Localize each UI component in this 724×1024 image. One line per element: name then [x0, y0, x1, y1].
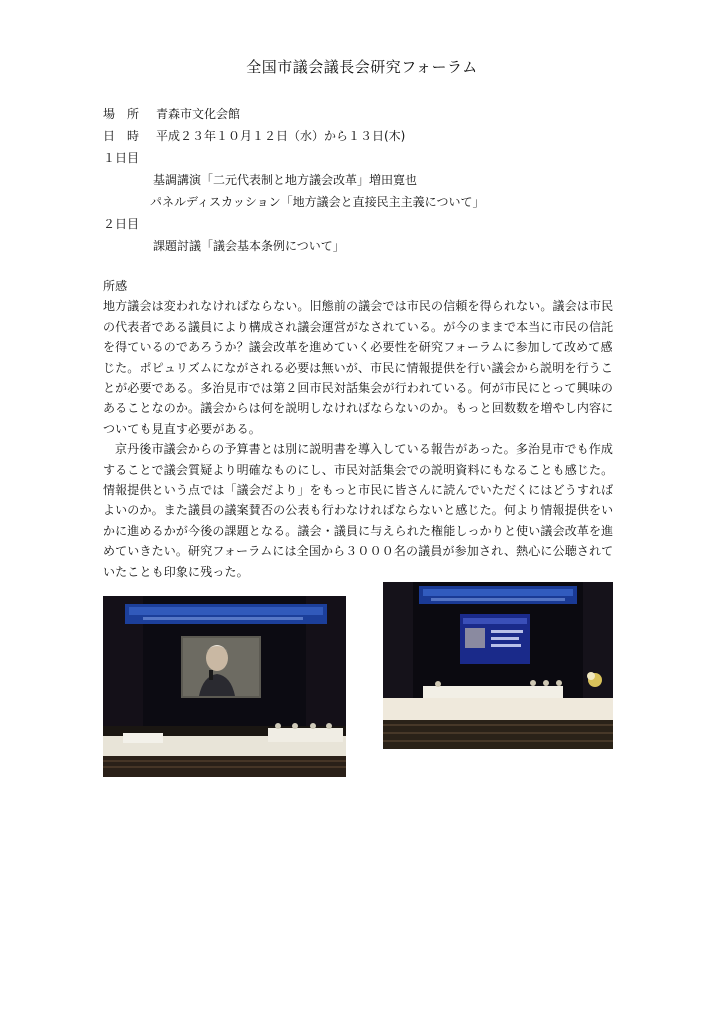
event-info [103, 103, 484, 257]
date-label: 日 時 [103, 129, 140, 143]
paragraph-1-line: 地方議会は変われなければならない。旧態前の議会では市民の信頼を得られない。議会は [103, 299, 590, 314]
paragraph-2-line: はどうすればよいのか。また議員の議案賛否の公表も行わなければならないと感じた。何 [103, 483, 614, 518]
day2-item-discussion: 課題討議「議会基本条例について」 [153, 239, 345, 253]
conference-photo-speaker-icon [103, 596, 346, 777]
paragraph-2-line: 京丹後市議会からの予算書とは別に説明書を導入している報告があった。多治見市でも [115, 442, 589, 457]
conference-photo-panel-icon [383, 582, 613, 749]
venue-label: 場 所 [103, 107, 140, 121]
paragraph-1-line: から説明を行うことが必要である。多治見市では第２回市民対話集会が行われている。何 [103, 360, 614, 396]
day1-heading: １日目 [103, 151, 140, 165]
day1-item-panel: パネルディスカッション「地方議会と直接民主主義について」 [150, 195, 485, 209]
paragraph-1-line: が市民にとって興味のあることなのか。議会からは何を説明しなければならないのか。も [103, 381, 614, 416]
paragraph-2-line: りと使い議会改革を進めていきたい。研究フォーラムには全国から３０００名の議員が参 [103, 523, 614, 559]
paragraph-1-line: っと回数数を増やし内容についても見直す必要がある。 [103, 401, 614, 436]
conference-photo-speaker [103, 596, 346, 777]
day1-item-keynote: 基調講演「二元代表制と地方議会改革」増田寛也 [153, 173, 418, 187]
paragraph-2-line: より情報提供をいかに進めるかが今後の課題となる。議会・議員に与えられた権能しっか [103, 503, 614, 538]
impressions-section [103, 276, 617, 582]
paragraph-1-line: 市民の代表者である議員により構成され議会運営がなされている。が今のままで本当に市 [103, 299, 614, 334]
venue-row [103, 103, 484, 125]
paragraph-2-line: 加され、熱心に公聴されていたことも印象に残った。 [103, 544, 614, 579]
impressions-heading: 所感 [103, 279, 128, 293]
date-value: 平成２３年１０月１２日（水）から１３日(木) [156, 129, 406, 143]
impressions-paragraph-1 [103, 296, 617, 439]
day2-heading: ２日目 [103, 217, 140, 231]
venue-value: 青森市文化会館 [156, 107, 241, 121]
document-title: 全国市議会議長会研究フォーラム [246, 58, 478, 76]
paragraph-1-line: 民の信託を得ているのであろうか？議会改革を進めていく必要性を研究フォーラムに参加 [103, 319, 614, 355]
conference-photo-panel [383, 582, 613, 749]
paragraph-2-line: 感じた。情報提供という点では「議会だより」をもっと市民に皆さんに読んでいただくに [103, 462, 614, 498]
paragraph-2-line: 作成することで議会質疑より明確なものにし、市民対話集会での説明資料にもなることも [103, 442, 614, 477]
date-row [103, 125, 484, 147]
impressions-paragraph-2 [103, 439, 617, 582]
paragraph-1-line: して改めて感じた。ポピュリズムにながされる必要は無いが、市民に情報提供を行い議会 [103, 340, 613, 375]
